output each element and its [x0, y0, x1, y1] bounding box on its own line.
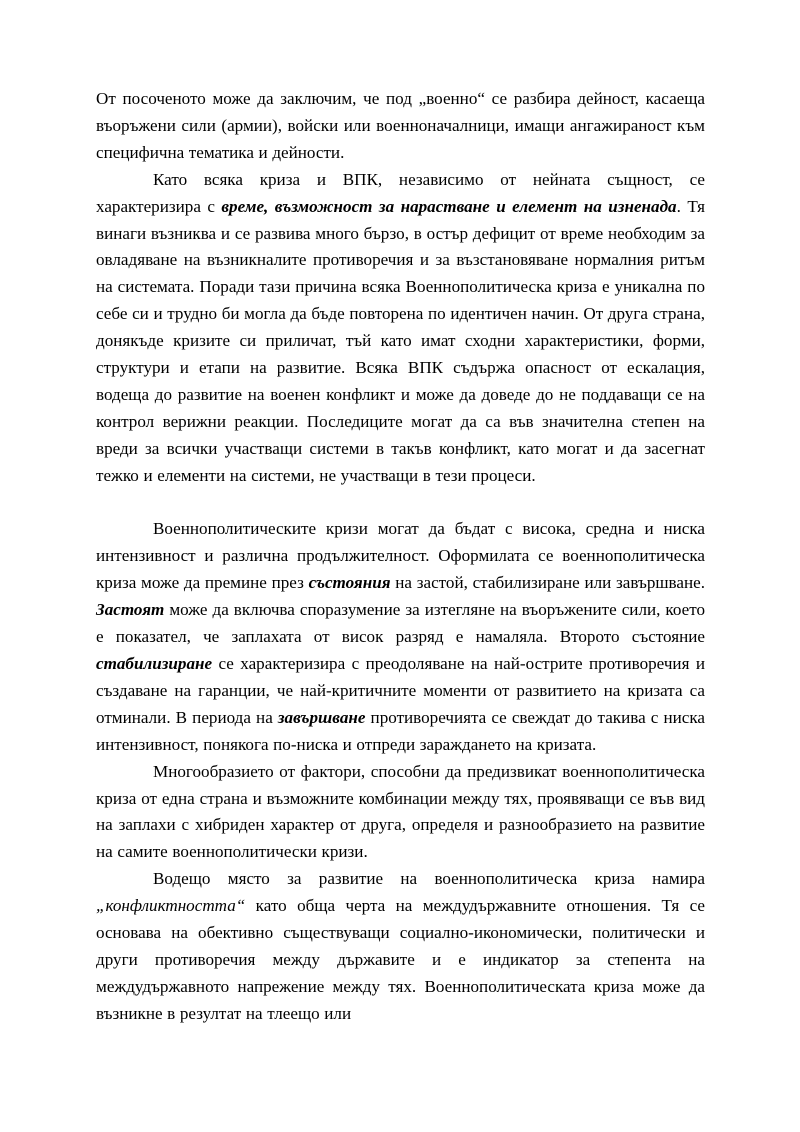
paragraph-5	[96, 866, 705, 1027]
text-run: противоречията се свеждат до такива с ниска интензивност, понякога по-ниска и отпреди зараждането на кризата.	[96, 707, 705, 754]
paragraph-3	[96, 516, 705, 758]
paragraph-4	[96, 759, 705, 867]
text-run: като обща черта на междудържавните отношения. Тя се основава на обективно съществуващи социално-икономически, политически и други противоречия между държавите и е индикатор за степента на междудържавното напрежение между тях. Военнополитическата криза може да възникне в резултат на тлеещо или	[96, 896, 705, 1023]
paragraph-2	[96, 167, 705, 490]
emphasis-bold-italic: Застоят	[96, 600, 165, 620]
text-run: Военнополитическите кризи могат да бъдат с висока, средна и ниска интензивност и различна продължителност. Оформилата се военнополитическа криза може да премине през	[96, 519, 705, 593]
text-run: . Тя винаги възниква и се развива много бързо, в остър дефицит от време необходим за овладяване на възникналите противоречия и за възстановяване нормалния ритъм на системата. Поради тази причина всяка Военнополитическа криза е уникална по себе си и трудно би могла да бъде повторена по идентичен начин. От друга страна, донякъде кризите си приличат, тъй като имат сходни характеристики, форми, структури и етапи на развитие. Всяка ВПК съдържа опасност от ескалация, водеща до развитие на военен конфликт и може да доведе до не поддаващи се на контрол верижни реакции. Последиците могат да са във значителна степен на вреди за всички участващи системи в такъв конфликт, като могат и да засегнат тежко и елементи на системи, не участващи в тези процеси.	[96, 196, 705, 485]
emphasis-bold-italic: завършване	[277, 707, 366, 727]
text-run: се характеризира с преодоляване на най-острите противоречия и създаване на гаранции, че най-критичните моменти от развитието на кризата са отминали. В периода на	[96, 654, 705, 727]
text-run: може да включва споразумение за изтегляне на въоръжените сили, което е показател, че заплахата от висок разряд е намаляла. Второто състояние	[96, 600, 705, 647]
text-run: От посоченото може да заключим, че под „военно“ се разбира дейност, касаеща въоръжени сили (армии), войски или военноначалници, имащи ангажираност към специфична тематика и дейности.	[96, 89, 705, 162]
emphasis-bold-italic: време, възможност за нарастване и елемент на изненада	[221, 196, 677, 216]
text-run: Водещо място за развитие на военнополитическа криза намира	[153, 869, 705, 889]
paragraph-spacer	[96, 490, 705, 517]
emphasis-italic: „конфликтността“	[96, 896, 246, 916]
text-run: Като всяка криза и ВПК, независимо от нейната същност, се характеризира с	[96, 169, 705, 216]
emphasis-bold-italic: стабилизиране	[96, 654, 213, 674]
document-text-column	[96, 86, 705, 1028]
text-run: на застой, стабилизиране или завършване.	[390, 573, 705, 593]
text-run: Многообразието от фактори, способни да предизвикат военнополитическа криза от една страна и възможните комбинации между тях, проявяващи се във вид на заплахи с хибриден характер от друга, определя и разнообразието на развитие на самите военнополитически кризи.	[96, 761, 705, 862]
paragraph-1	[96, 86, 705, 167]
emphasis-bold-italic: състояния	[308, 573, 391, 593]
